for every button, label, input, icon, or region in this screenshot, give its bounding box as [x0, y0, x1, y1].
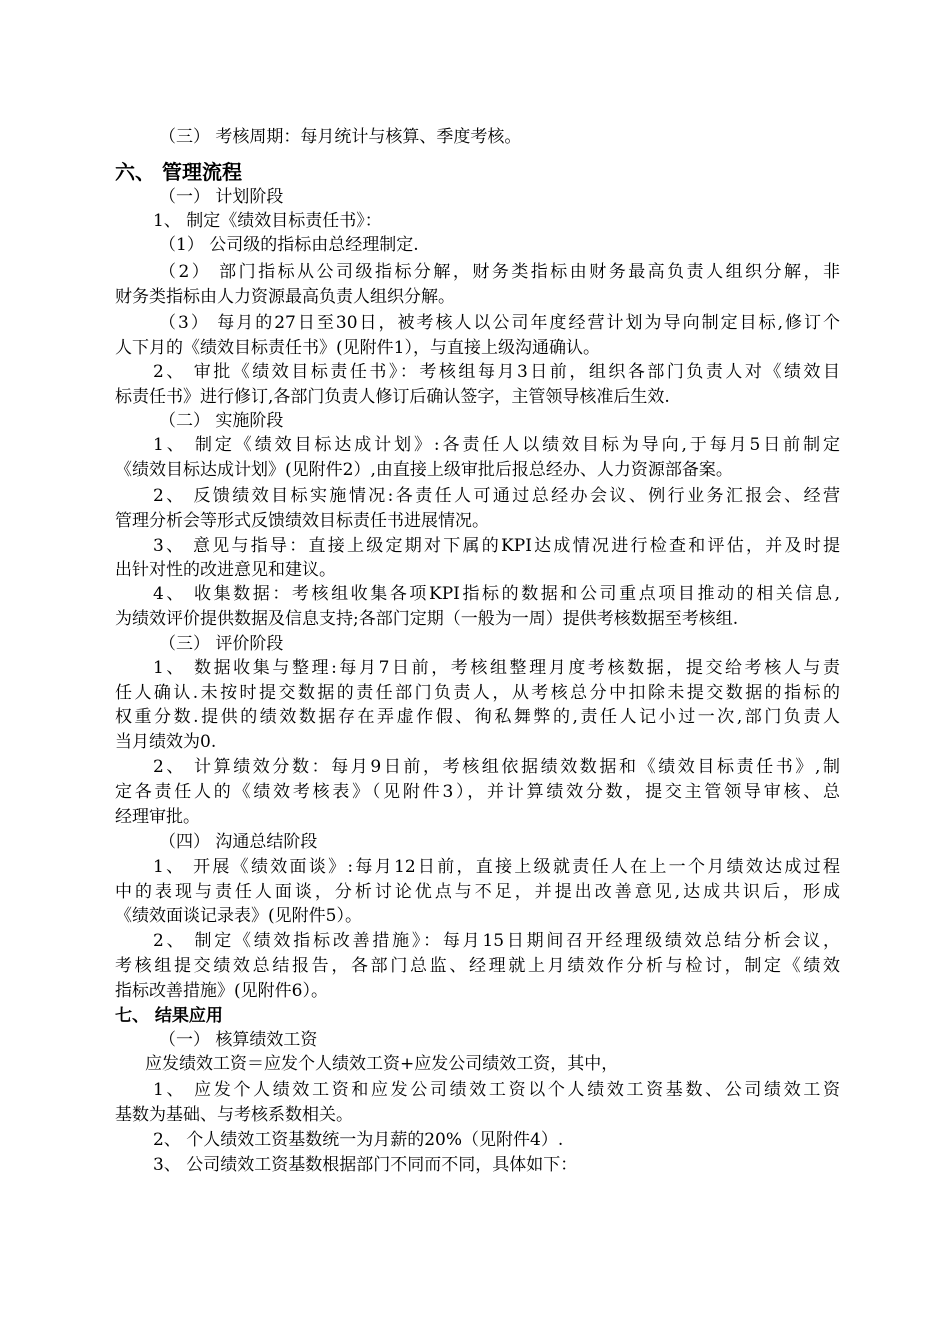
- text-line: （2） 部门指标从公司级指标分解，财务类指标由财务最高负责人组织分解，非: [159, 262, 840, 282]
- text-line: 经理审批。: [115, 807, 200, 827]
- subsection-heading: （二） 实施阶段: [159, 411, 284, 431]
- text-line: 考核组提交绩效总结报告，各部门总监、经理就上月绩效作分析与检讨，制定《绩效: [115, 956, 840, 976]
- text-line: 基数为基础、与考核系数相关。: [115, 1105, 353, 1125]
- text-line: 1、 应发个人绩效工资和应发公司绩效工资以个人绩效工资基数、公司绩效工资: [153, 1080, 840, 1100]
- text-line: 为绩效评价提供数据及信息支持;各部门定期（一般为一周）提供考核数据至考核组.: [115, 609, 739, 629]
- text-line: 标责任书》进行修订,各部门负责人修订后确认签字，主管领导核准后生效.: [115, 387, 670, 407]
- text-line: 1、 数据收集与整理:每月7日前，考核组整理月度考核数据，提交给考核人与责: [153, 658, 840, 678]
- text-line: 1、 开展《绩效面谈》:每月12日前，直接上级就责任人在上一个月绩效达成过程: [153, 857, 840, 877]
- text-line: 权重分数.提供的绩效数据存在弄虚作假、徇私舞弊的,责任人记小过一次,部门负责人: [115, 707, 840, 727]
- section-heading-7: 七、 结果应用: [115, 1006, 223, 1026]
- text-line: 管理分析会等形式反馈绩效目标责任书进展情况。: [115, 511, 489, 531]
- text-line: 人下月的《绩效目标责任书》(见附件1），与直接上级沟通确认。: [115, 338, 600, 358]
- text-line: 任人确认.未按时提交数据的责任部门负责人，从考核总分中扣除未提交数据的指标的: [115, 683, 840, 703]
- subsection-heading: （一） 核算绩效工资: [159, 1030, 318, 1050]
- text-line: 《绩效目标达成计划》(见附件2）,由直接上级审批后报总经办、人力资源部备案。: [115, 460, 733, 480]
- text-line: 定各责任人的《绩效考核表》（见附件3），并计算绩效分数，提交主管领导审核、总: [115, 782, 840, 802]
- section-heading-6: 六、 管理流程: [115, 160, 242, 184]
- text-line: 财务类指标由人力资源最高负责人组织分解。: [115, 287, 455, 307]
- subsection-heading: （四） 沟通总结阶段: [159, 832, 318, 852]
- text-line: 2、 反馈绩效目标实施情况:各责任人可通过总经办会议、例行业务汇报会、经营: [153, 486, 840, 506]
- text-line: 1、 制定《绩效目标责任书》：: [153, 211, 382, 231]
- text-line: 应发绩效工资＝应发个人绩效工资+应发公司绩效工资，其中，: [145, 1054, 619, 1074]
- text-line: 4、 收集数据：考核组收集各项KPI指标的数据和公司重点项目推动的相关信息,: [153, 584, 840, 604]
- text-line: 《绩效面谈记录表》(见附件5）。: [115, 906, 362, 926]
- text-line: 2、 制定《绩效指标改善措施》：每月15日期间召开经理级绩效总结分析会议，: [153, 931, 840, 951]
- text-line: 中的表现与责任人面谈，分析讨论优点与不足，并提出改善意见,达成共识后，形成: [115, 882, 840, 902]
- text-line: 2、 个人绩效工资基数统一为月薪的20%（见附件4）.: [153, 1130, 564, 1150]
- text-line: 3、 意见与指导：直接上级定期对下属的KPI达成情况进行检查和评估，并及时提: [153, 536, 840, 556]
- text-line: （1） 公司级的指标由总经理制定.: [159, 235, 419, 255]
- text-line: 2、 计算绩效分数：每月9日前，考核组依据绩效数据和《绩效目标责任书》,制: [153, 757, 840, 777]
- text-line: 2、 审批《绩效目标责任书》：考核组每月3日前，组织各部门负责人对《绩效目: [153, 362, 840, 382]
- text-line: 3、 公司绩效工资基数根据部门不同而不同，具体如下：: [153, 1155, 578, 1175]
- text-line: （3） 每月的27日至30日，被考核人以公司年度经营计划为导向制定目标,修订个: [159, 313, 840, 333]
- subsection-heading: （三） 评价阶段: [159, 634, 284, 654]
- subsection-heading: （一） 计划阶段: [159, 187, 284, 207]
- text-line: 指标改善措施》(见附件6）。: [115, 981, 328, 1001]
- text-line: 当月绩效为0.: [115, 732, 217, 752]
- text-line: 1、 制定《绩效目标达成计划》:各责任人以绩效目标为导向,于每月5日前制定: [153, 435, 840, 455]
- text-line: （三） 考核周期：每月统计与核算、季度考核。: [159, 127, 522, 147]
- text-line: 出针对性的改进意见和建议。: [115, 560, 336, 580]
